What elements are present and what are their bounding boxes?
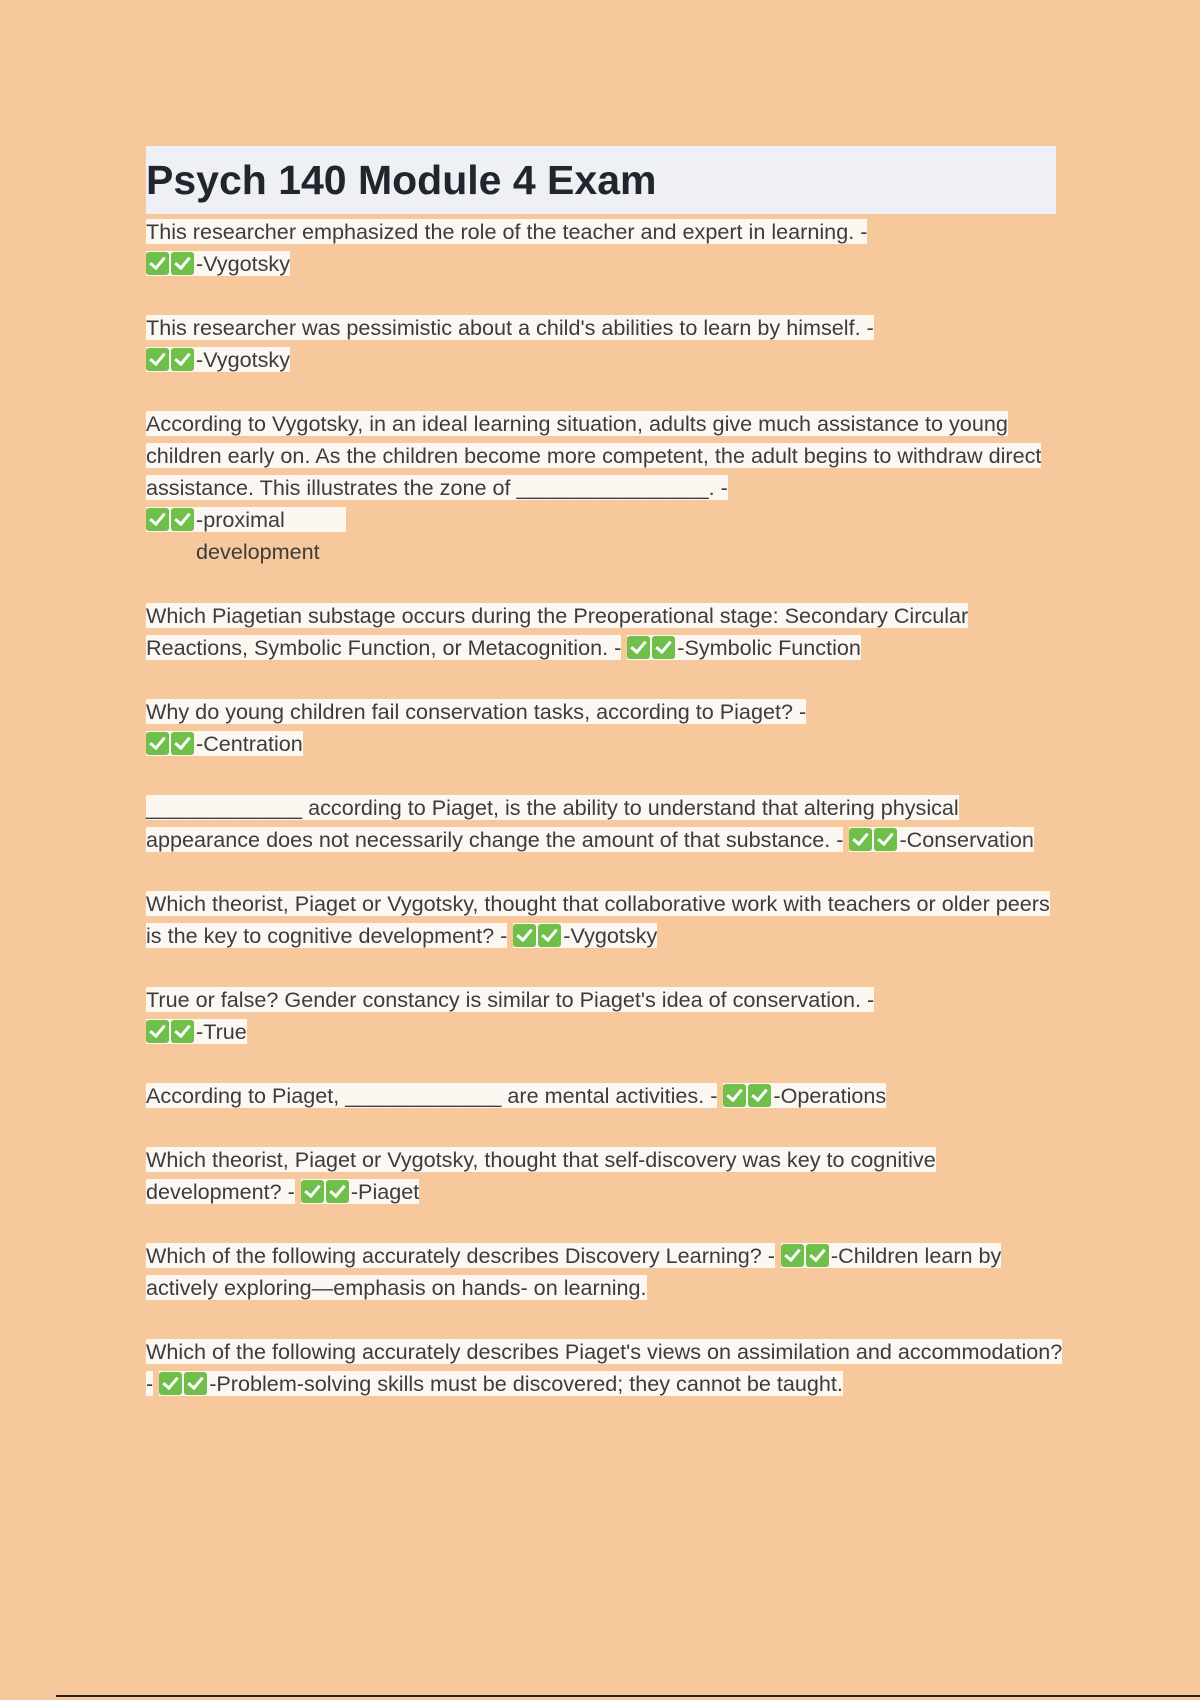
question-text: This researcher emphasized the role of the teacher and expert in learning. - xyxy=(146,219,868,244)
question-text: According to Piaget, _____________ are mental activities. - xyxy=(146,1083,718,1108)
check-mark-icon xyxy=(874,828,897,851)
check-mark-icon xyxy=(513,924,536,947)
qa-item xyxy=(146,408,1066,568)
check-mark-icon xyxy=(171,1020,194,1043)
check-mark-icon xyxy=(652,636,675,659)
check-mark-icon xyxy=(184,1372,207,1395)
answer-text: -Problem-solving skills must be discovered; they cannot be taught. xyxy=(209,1371,843,1396)
answer-line xyxy=(301,1179,419,1204)
check-mark-icon xyxy=(326,1180,349,1203)
question-text: Which theorist, Piaget or Vygotsky, thought that collaborative work with teachers or older peers is the key to cognitive development? - xyxy=(146,891,1050,948)
check-mark-icon xyxy=(849,828,872,851)
answer-text: -Vygotsky xyxy=(563,923,658,948)
qa-item xyxy=(146,792,1066,856)
answer-text: -True xyxy=(196,1019,247,1044)
check-mark-icon xyxy=(171,732,194,755)
check-mark-icon xyxy=(806,1244,829,1267)
answer-line xyxy=(146,347,290,372)
question-text: Which Piagetian substage occurs during the Preoperational stage: Secondary Circular Reactions, Symbolic Function, or Metacognition. - xyxy=(146,603,969,660)
question-text: Which of the following accurately describes Piaget's views on assimilation and accommodation? - xyxy=(146,1339,1063,1396)
check-mark-icon xyxy=(146,508,169,531)
qa-item xyxy=(146,1080,1066,1112)
check-mark-icon xyxy=(146,348,169,371)
answer-line xyxy=(146,251,290,276)
qa-item xyxy=(146,600,1066,664)
answer-text: -Centration xyxy=(196,731,303,756)
check-mark-icon xyxy=(159,1372,182,1395)
qa-item xyxy=(146,1240,1066,1304)
answer-text: -proximal development xyxy=(196,507,320,564)
answer-text: -Vygotsky xyxy=(196,347,290,372)
qa-item xyxy=(146,1144,1066,1208)
answer-text: -Operations xyxy=(773,1083,887,1108)
check-mark-icon xyxy=(627,636,650,659)
qa-item xyxy=(146,984,1066,1048)
check-mark-icon xyxy=(723,1084,746,1107)
answer-line xyxy=(723,1083,886,1108)
question-text: _____________ according to Piaget, is the ability to understand that altering physical appearance does not necessarily change the amount of that substance. - xyxy=(146,795,959,852)
qa-item xyxy=(146,696,1066,760)
title-box xyxy=(146,146,1056,214)
answer-line xyxy=(146,731,303,756)
check-mark-icon xyxy=(301,1180,324,1203)
check-mark-icon xyxy=(538,924,561,947)
answer-line xyxy=(627,635,861,660)
question-text: Which of the following accurately describes Discovery Learning? - xyxy=(146,1243,775,1268)
question-text: This researcher was pessimistic about a child's abilities to learn by himself. - xyxy=(146,315,874,340)
answer-line xyxy=(146,507,346,564)
qa-item xyxy=(146,1336,1066,1400)
question-text: True or false? Gender constancy is similar to Piaget's idea of conservation. - xyxy=(146,987,875,1012)
qa-item xyxy=(146,312,1066,376)
page-content xyxy=(146,146,1066,1432)
bottom-rule xyxy=(56,1695,1200,1697)
check-mark-icon xyxy=(171,348,194,371)
answer-line xyxy=(849,827,1033,852)
question-text: According to Vygotsky, in an ideal learning situation, adults give much assistance to young children early on. As the children become more competent, the adult begins to withdraw direct assistance. This illustrates the zone of ________________. - xyxy=(146,411,1042,500)
check-mark-icon xyxy=(171,252,194,275)
check-mark-icon xyxy=(146,252,169,275)
question-text: Which theorist, Piaget or Vygotsky, thought that self-discovery was key to cognitive development? - xyxy=(146,1147,936,1204)
answer-line xyxy=(513,923,657,948)
answer-text: -Vygotsky xyxy=(196,251,290,276)
qa-item xyxy=(146,888,1066,952)
check-mark-icon xyxy=(781,1244,804,1267)
check-mark-icon xyxy=(146,732,169,755)
qa-list xyxy=(146,216,1066,1400)
check-mark-icon xyxy=(171,508,194,531)
answer-text: -Symbolic Function xyxy=(677,635,861,660)
check-mark-icon xyxy=(748,1084,771,1107)
answer-line xyxy=(146,1019,247,1044)
answer-text: -Conservation xyxy=(899,827,1034,852)
question-text: Why do young children fail conservation tasks, according to Piaget? - xyxy=(146,699,807,724)
answer-text: -Piaget xyxy=(350,1179,420,1204)
answer-line xyxy=(159,1371,843,1396)
qa-item xyxy=(146,216,1066,280)
page-title: Psych 140 Module 4 Exam xyxy=(146,156,657,203)
check-mark-icon xyxy=(146,1020,169,1043)
answer-text: -Children learn by actively exploring—emphasis on hands- on learning. xyxy=(146,1243,1002,1300)
